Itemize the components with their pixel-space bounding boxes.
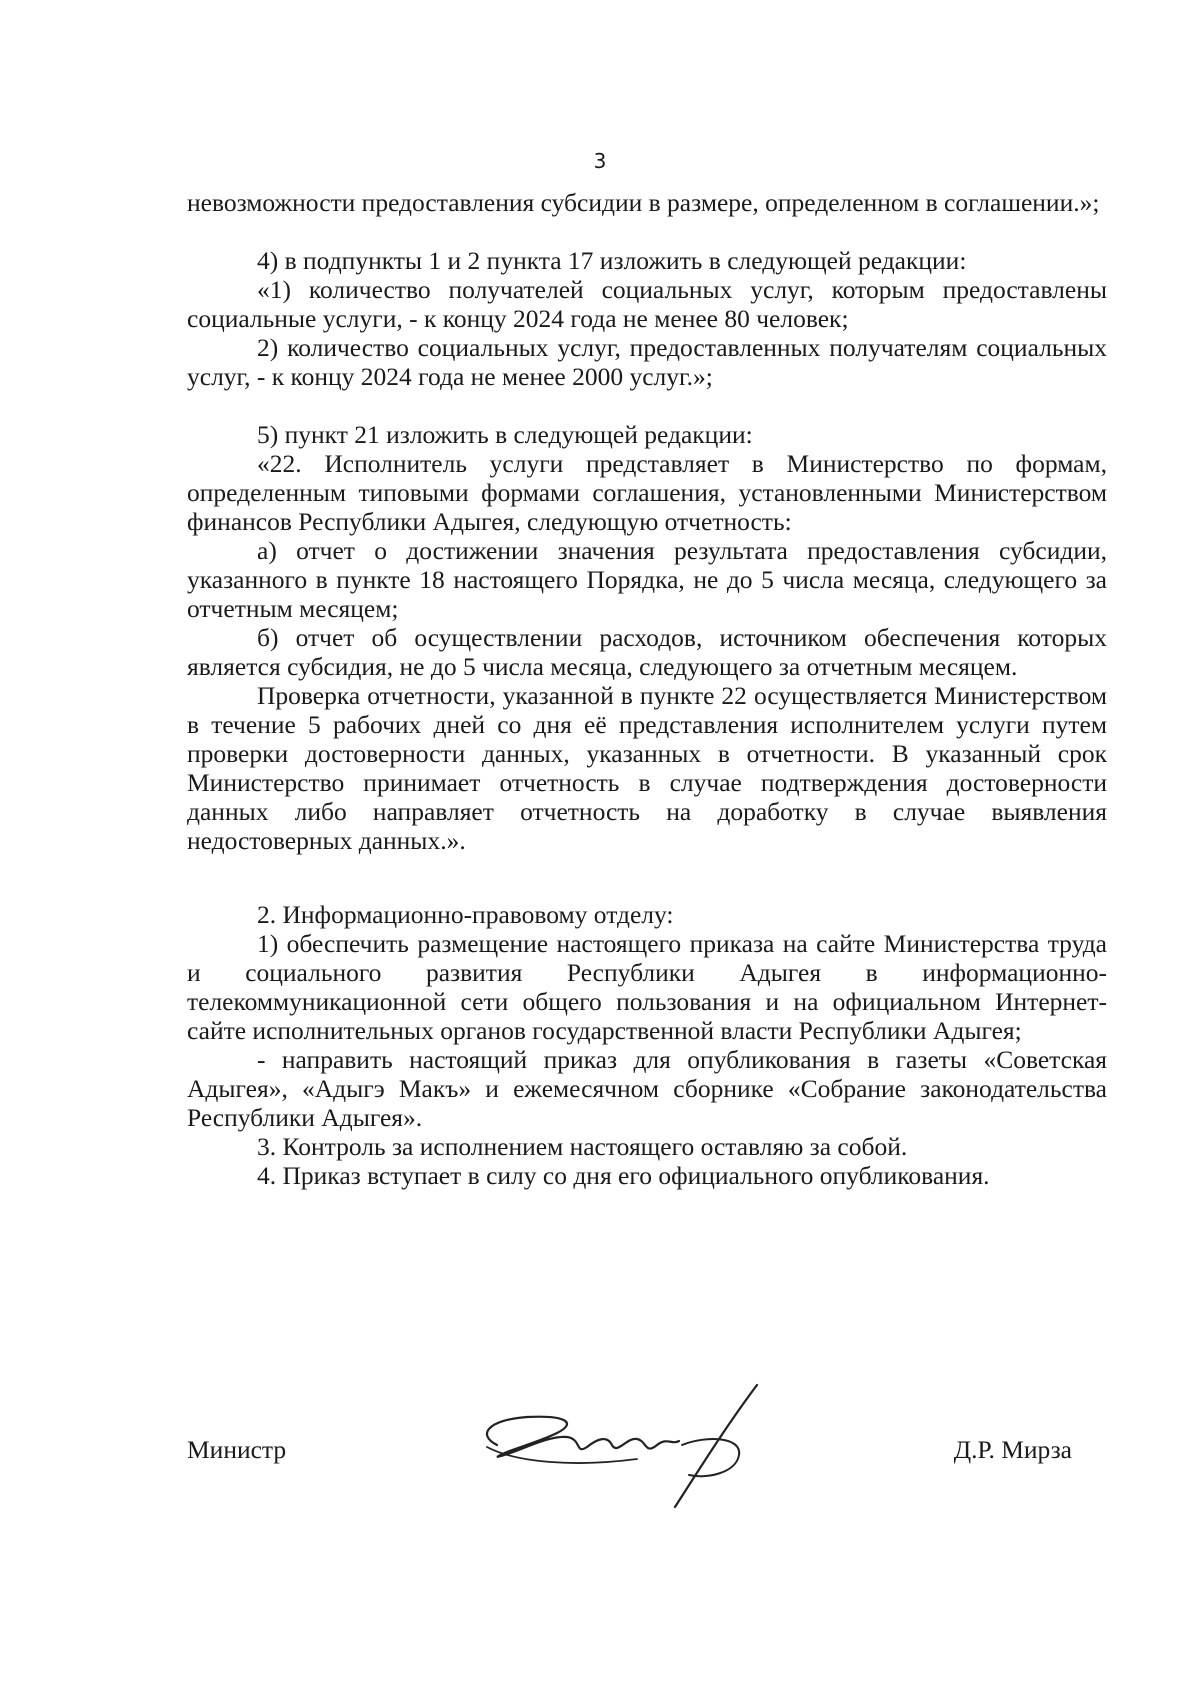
paragraph-subitem-2: 2) количество социальных услуг, предоставленных получателям социальных услуг, - к концу 2024 года не менее 2000 услуг.»; (187, 333, 1107, 391)
paragraph-section-2-item-1: 1) обеспечить размещение настоящего приказа на сайте Министерства труда и социального развития Республики Адыгея в информационно-телекоммуникационной сети общего пользования и на официальном Интернет-сайте исполнительных органов государственной власти Республики Адыгея; (187, 929, 1107, 1045)
handwritten-signature (457, 1375, 777, 1515)
paragraph-subitem-b: б) отчет об осуществлении расходов, источником обеспечения которых является субсидия, не до 5 числа месяца, следующего за отчетным месяцем. (187, 623, 1107, 681)
paragraph-section-2: 2. Информационно-правовому отделу: (257, 900, 674, 929)
paragraph-section-2-publish: - направить настоящий приказ для опубликования в газеты «Советская Адыгея», «Адыгэ Макъ» и ежемесячном сборнике «Собрание законодательства Республики Адыгея». (187, 1045, 1107, 1132)
paragraph-section-3: 3. Контроль за исполнением настоящего оставляю за собой. (257, 1132, 908, 1161)
paragraph-verification: Проверка отчетности, указанной в пункте 22 осуществляется Министерством в течение 5 рабочих дней со дня её представления исполнителем услуги путем проверки достоверности данных, указанных в отчетности. В указанный срок Министерство принимает отчетность в случае подтверждения достоверности данных либо направляет отчетность на доработку в случае выявления недостоверных данных.». (187, 681, 1107, 855)
signatory-name: Д.Р. Мирза (953, 1435, 1072, 1464)
signature-block (187, 1415, 1072, 1565)
paragraph-item-4: 4) в подпункты 1 и 2 пункта 17 изложить в следующей редакции: (257, 246, 967, 275)
paragraph-subitem-1: «1) количество получателей социальных услуг, которым предоставлены социальные услуги, - к концу 2024 года не менее 80 человек; (187, 275, 1107, 333)
paragraph-item-5: 5) пункт 21 изложить в следующей редакции: (257, 420, 753, 449)
page-number: 3 (593, 149, 607, 173)
signatory-title: Министр (187, 1435, 287, 1464)
paragraph-subitem-a: а) отчет о достижении значения результата предоставления субсидии, указанного в пункте 18 настоящего Порядка, не до 5 числа месяца, следующего за отчетным месяцем; (187, 536, 1107, 623)
paragraph-continuation: невозможности предоставления субсидии в размере, определенном в соглашении.»; (187, 188, 1100, 217)
paragraph-clause-22: «22. Исполнитель услуги представляет в Министерство по формам, определенным типовыми формами соглашения, установленными Министерством финансов Республики Адыгея, следующую отчетность: (187, 449, 1107, 536)
document-body (187, 188, 1107, 1190)
paragraph-section-4: 4. Приказ вступает в силу со дня его официального опубликования. (257, 1161, 990, 1190)
